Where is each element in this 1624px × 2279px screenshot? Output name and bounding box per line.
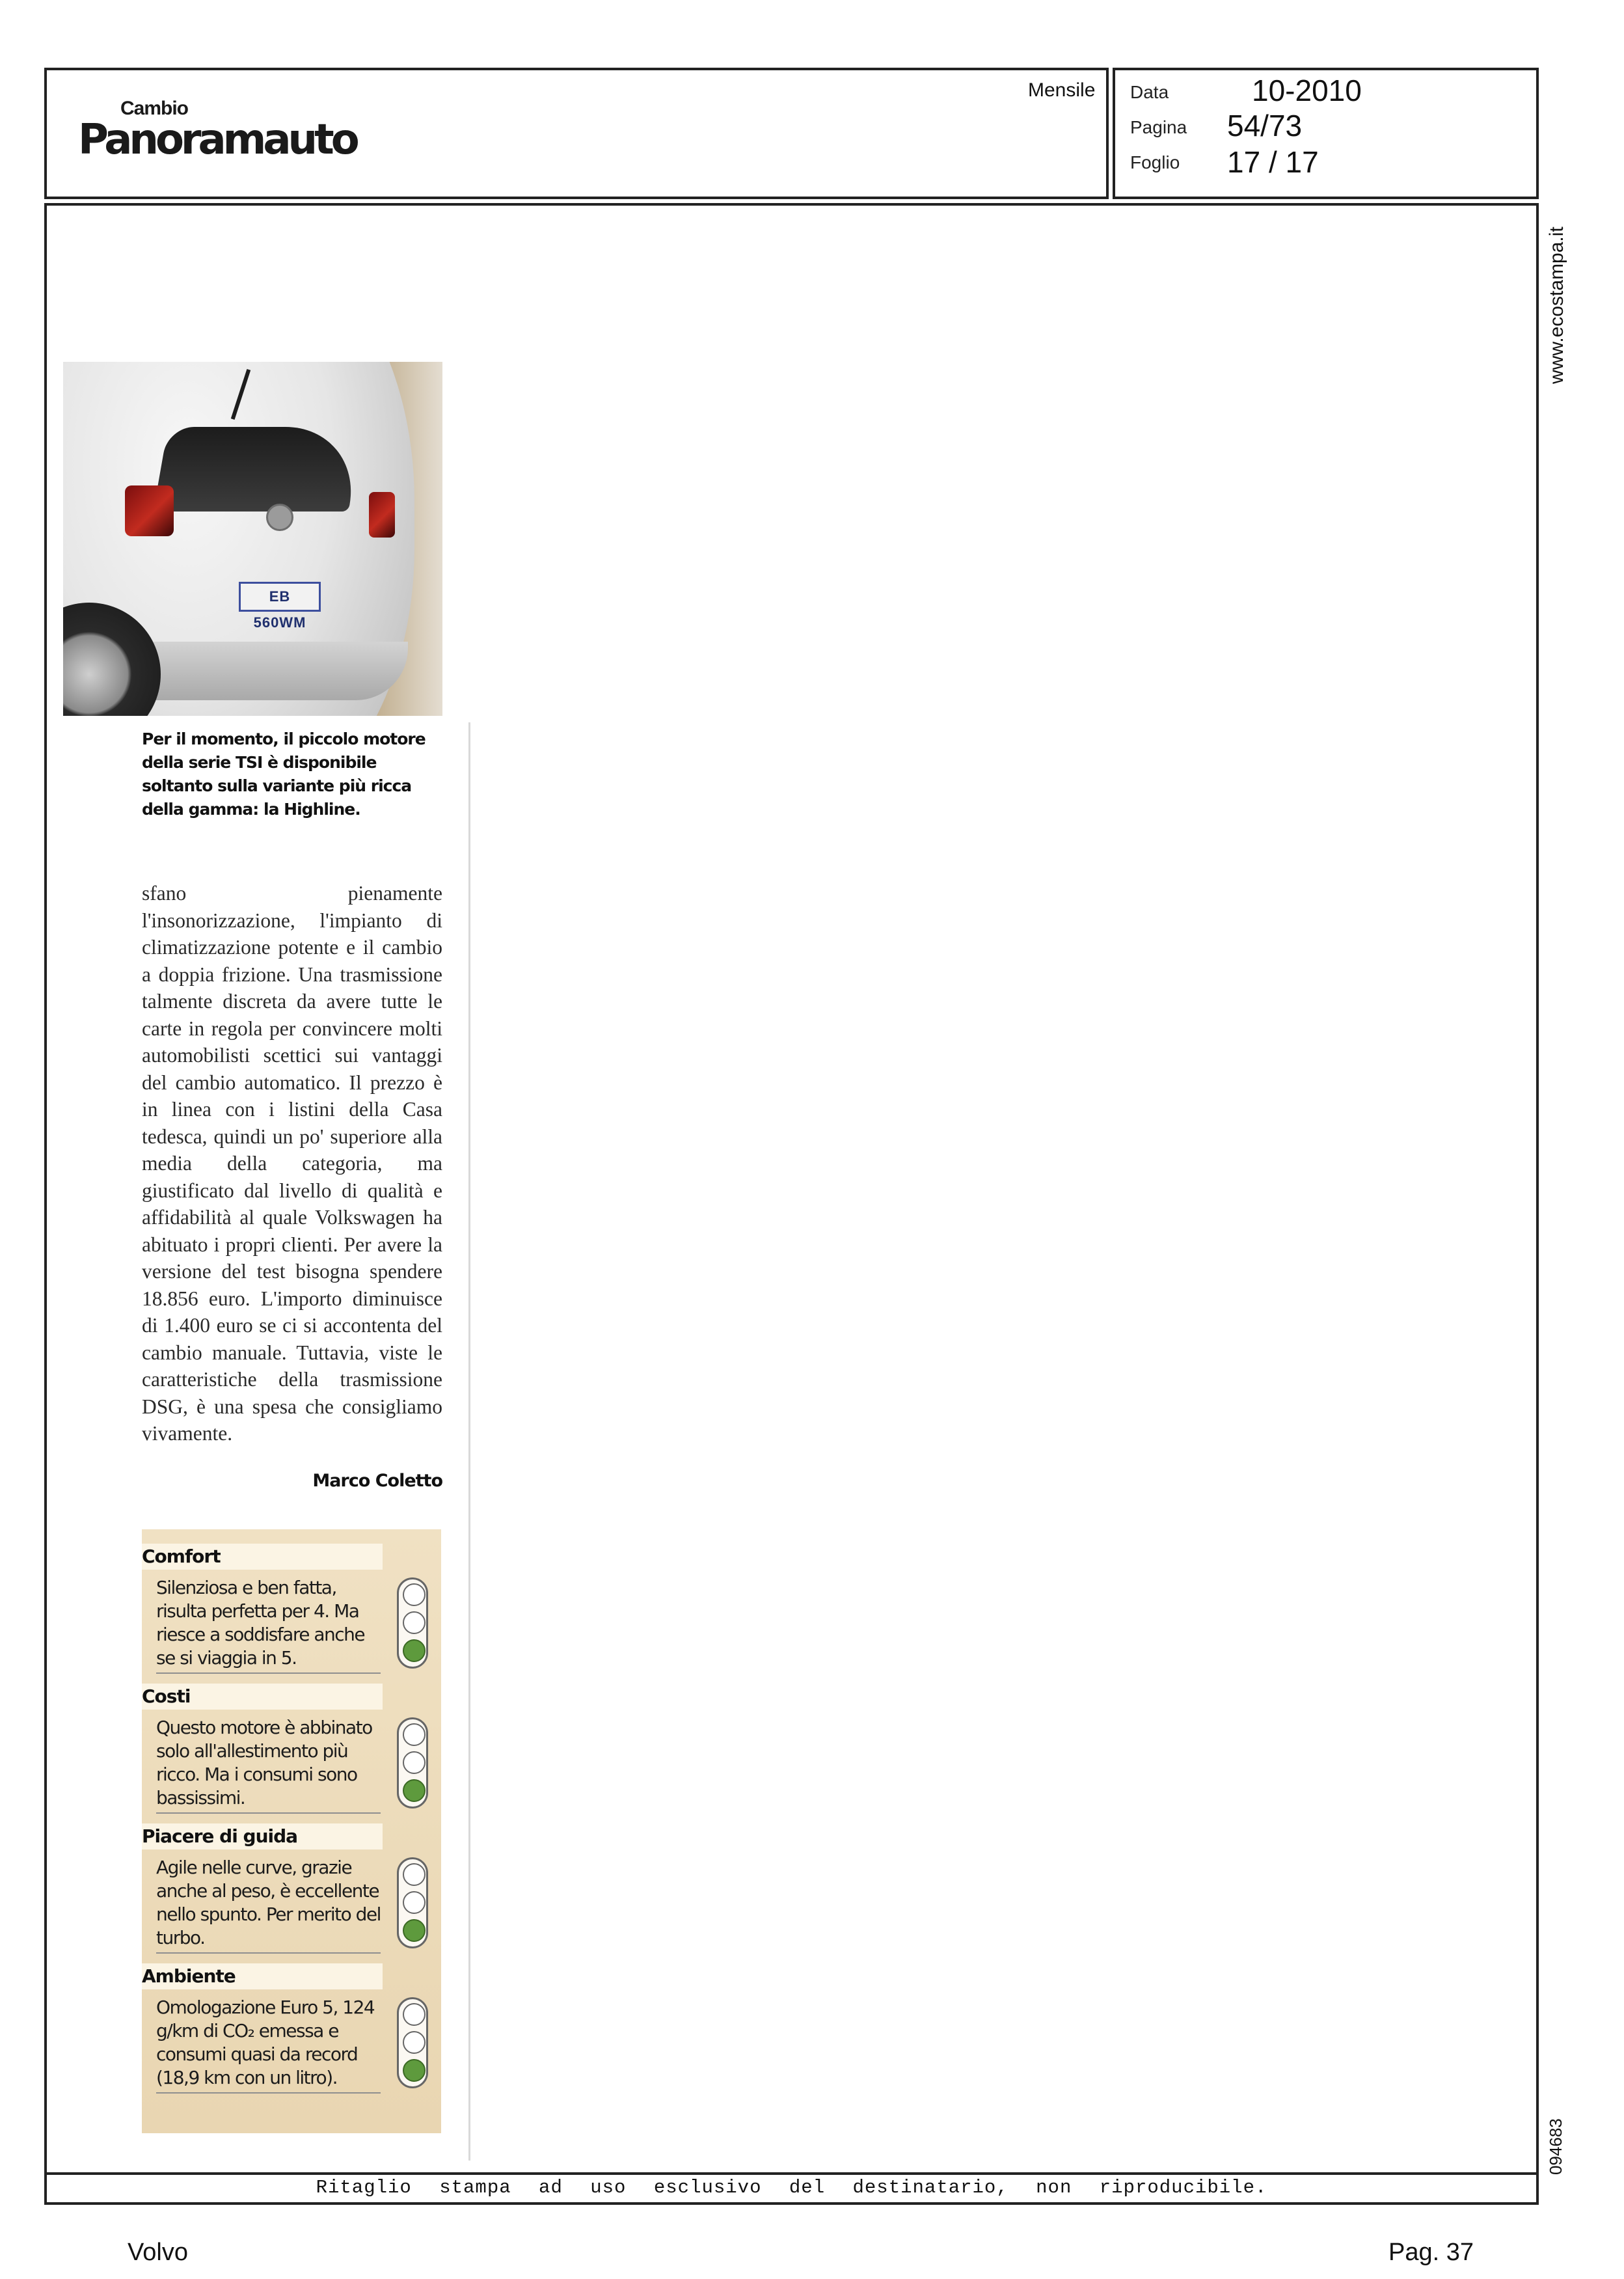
photo-caption: Per il momento, il piccolo motore della serie TSI è disponibile soltanto sulla variante più ricca della gamma: la Highline. — [142, 730, 426, 819]
car-tail-light-shape — [125, 485, 174, 536]
rating-text: Silenziosa e ben fatta, risulta perfetta per 4. Ma riesce a soddisfare anche se si viaggia in 5. — [156, 1576, 381, 1674]
car-tail-light-right-shape — [369, 492, 395, 538]
meta-value-data: 10-2010 — [1252, 74, 1362, 107]
meta-label-pagina: Pagina — [1130, 117, 1187, 137]
rating-text: Questo motore è abbinato solo all'allestimento più ricco. Ma i consumi sono bassissimi. — [156, 1716, 381, 1814]
lamp-1 — [403, 1723, 426, 1746]
rating-text: Agile nelle curve, grazie anche al peso, è eccellente nello spunto. Per merito del turbo. — [156, 1856, 381, 1954]
logo-subtitle: Cambio — [120, 98, 189, 119]
lamp-3 — [403, 1919, 426, 1942]
periodicity-label: Mensile — [1028, 79, 1096, 101]
license-plate: EB 560WM — [239, 582, 321, 612]
disclaimer-text: Ritaglio stampa ad uso esclusivo del destinatario, non riproducibile. — [316, 2177, 1267, 2198]
lamp-1 — [403, 2003, 426, 2026]
rating-text: Omologazione Euro 5, 124 g/km di CO₂ emessa e consumi quasi da record (18,9 km con un litro). — [156, 1996, 381, 2094]
footer-client: Volvo — [128, 2239, 188, 2266]
lamp-2 — [403, 1891, 426, 1914]
traffic-light-icon — [397, 1717, 428, 1808]
car-badge-shape — [266, 504, 293, 531]
rating-title: Piacere di guida — [142, 1823, 383, 1849]
lamp-2 — [403, 2031, 426, 2054]
disclaimer-divider — [47, 2172, 1536, 2175]
traffic-light-icon — [397, 1857, 428, 1948]
lamp-2 — [403, 1611, 426, 1634]
meta-label-foglio: Foglio — [1130, 152, 1180, 172]
lamp-1 — [403, 1863, 426, 1886]
footer-page-number: Pag. 37 — [1388, 2239, 1474, 2266]
article-body — [142, 880, 442, 1447]
rating-title: Comfort — [142, 1544, 383, 1570]
lamp-3 — [403, 1639, 426, 1662]
lamp-1 — [403, 1583, 426, 1606]
meta-value-foglio: 17 / 17 — [1227, 145, 1319, 179]
article-paragraph: sfano pienamente l'insonorizzazione, l'impianto di climatizzazione potente e il cambio a doppia frizione. Una trasmissione talmente discreta da avere tutte le carte in regola per convincere molti automobilisti scettici sui vantaggi del cambio automatico. Il prezzo è in linea con i listini della Casa tedesca, quindi un po' superiore alla media della categoria, ma giustificato dal livello di qualità e affidabilità al quale Volkswagen ha abituato i propri clienti. Per avere la versione del test bisogna spendere 18.856 euro. L'importo diminuisce di 1.400 euro se ci si accontenta del cambio manuale. Tuttavia, viste le caratteristiche della trasmissione DSG, è una spesa che consigliamo vivamente. — [142, 882, 442, 1445]
car-photo — [63, 362, 442, 716]
traffic-light-icon — [397, 1577, 428, 1669]
column-edge — [468, 722, 470, 2161]
publication-logo: Panoramauto — [78, 116, 357, 164]
meta-label-data: Data — [1130, 82, 1169, 102]
lamp-3 — [403, 1779, 426, 1802]
article-author: Marco Coletto — [312, 1471, 442, 1491]
lamp-2 — [403, 1751, 426, 1774]
rating-title: Costi — [142, 1684, 383, 1710]
meta-value-pagina: 54/73 — [1227, 109, 1303, 143]
lamp-3 — [403, 2059, 426, 2082]
side-url: www.ecostampa.it — [1546, 226, 1567, 384]
side-code: 094683 — [1546, 2118, 1565, 2175]
traffic-light-icon — [397, 1997, 428, 2088]
rating-box — [142, 1529, 441, 2133]
rating-title: Ambiente — [142, 1963, 383, 1989]
